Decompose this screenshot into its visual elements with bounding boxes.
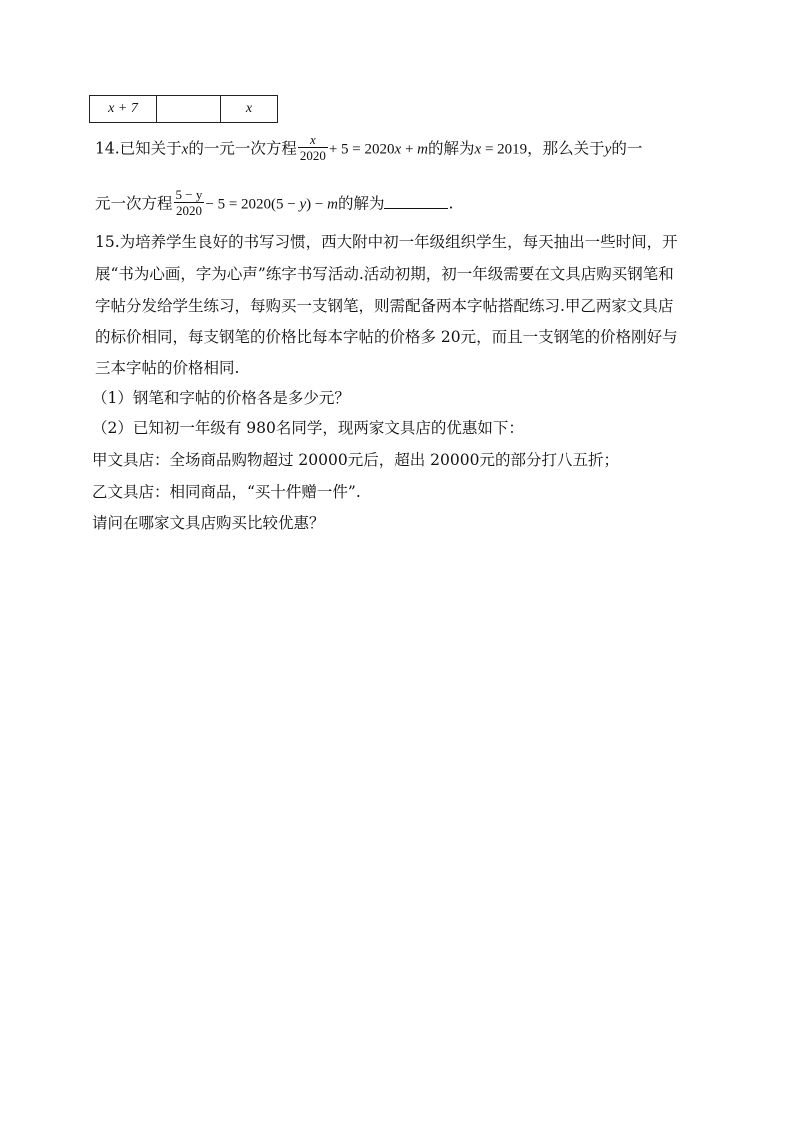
q15-line-5: 三本字帖的价格相同. [95, 359, 240, 377]
q15-line-4: 的标价相同，每支钢笔的价格比每本字帖的价格多 20元，而且一支钢笔的价格刚好与 [95, 328, 678, 346]
q14-text: 的一 [611, 139, 643, 158]
q15-shop-a: 甲文具店：全场商品购物超过 20000元后，超出 20000元的部分打八五折； [92, 451, 619, 469]
q14-eq2-close: ) − [306, 196, 328, 213]
q14-eq1-rest: + 5 = 2020 [328, 141, 395, 158]
q14-eq2-m: m [327, 196, 338, 213]
table-row [90, 96, 278, 123]
fraction-denominator: 2020 [299, 148, 326, 163]
answer-blank [384, 194, 448, 209]
q14-text: 的解为 [428, 139, 475, 158]
q14-fraction-1 [298, 132, 328, 163]
q15-line-1: 15.为培养学生良好的书写习惯，西大附中初一年级组织学生，每天抽出一些时间，开 [95, 233, 678, 251]
fraction-numerator: x [298, 132, 328, 148]
q14-eq1-m: m [417, 141, 428, 158]
q14-text: ，那么关于 [527, 139, 605, 158]
q14-text: 14.已知关于 [95, 139, 182, 158]
q14-text: 的一元一次方程 [188, 139, 297, 158]
table-cell: x [221, 96, 278, 123]
q15-sub-question-2: （2）已知初一年级有 980名同学，现两家文具店的优惠如下： [92, 419, 524, 437]
q14-text: 的解为 [337, 194, 385, 213]
q15-final-question: 请问在哪家文具店购买比较优惠？ [92, 514, 325, 532]
q14-eq2-rest: − 5 = 2020(5 − [205, 196, 300, 213]
q14-line-2 [95, 189, 453, 220]
q14-var-y: y [604, 141, 612, 158]
q15-sub-question-1: （1）钢笔和字帖的价格各是多少元？ [92, 389, 350, 407]
q15-line-2: 展“书为心画，字为心声”练字书写活动.活动初期，初一年级需要在文具店购买钢笔和 [95, 265, 674, 283]
q15-line-3: 字帖分发给学生练习，每购买一支钢笔，则需配备两本字帖搭配练习.甲乙两家文具店 [95, 297, 674, 315]
fraction-numerator: 5 − y [175, 187, 203, 202]
q14-eq1-x: x [394, 141, 402, 158]
q14-eq1-plus: + [401, 141, 418, 158]
q14-line-1 [95, 134, 642, 165]
q14-eq2-y: y [299, 196, 307, 213]
q14-period: . [448, 194, 454, 213]
table-cell: x + 7 [90, 96, 157, 123]
q14-sol-x: x [474, 141, 482, 158]
table-cell [157, 96, 221, 123]
q15-shop-b: 乙文具店：相同商品，“买十件赠一件”. [92, 483, 361, 501]
q14-var-x: x [181, 141, 189, 158]
fraction-denominator: 2020 [175, 203, 202, 218]
table-fragment [89, 95, 278, 123]
q14-text: 元一次方程 [95, 194, 173, 213]
q14-sol-val: = 2019 [481, 141, 528, 158]
q14-fraction-2 [174, 187, 205, 218]
